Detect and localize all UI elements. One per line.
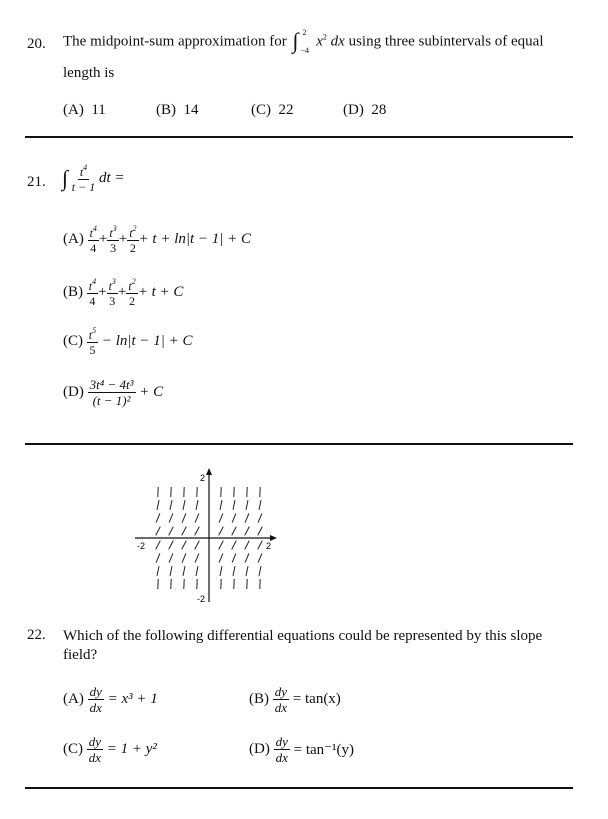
slope-segment [232, 541, 237, 550]
slope-segment [245, 553, 249, 562]
slope-segment [232, 527, 237, 536]
q21-choice-d[interactable]: (D) $\frac{\text{3t⁴ − 4t³}}{\text{(t − 1)²}}$ + C [63, 377, 164, 408]
slope-segment [156, 527, 161, 536]
q20-text-after: using three subintervals of equal [348, 33, 544, 50]
slope-segment [220, 500, 222, 510]
slope-segment [195, 513, 199, 522]
slope-segment [259, 500, 261, 510]
slope-segment [169, 527, 174, 536]
q20-choice-a[interactable]: (A) 11 [63, 102, 106, 118]
q20-text-before: The midpoint-sum approximation for [63, 33, 287, 50]
q21-integral: ∫ $\frac{t^4}{t - 1}$ dt = [62, 163, 125, 194]
slope-segment [219, 541, 224, 550]
slope-segment [220, 566, 222, 576]
slope-segment [170, 566, 172, 576]
slope-segment [182, 553, 186, 562]
q22-text: Which of the following differential equations could be represented by this slope field? [63, 628, 543, 663]
slope-segment [182, 527, 187, 536]
slope-segment [156, 541, 161, 550]
q21-choice-a[interactable]: (A) $\frac{t^4}{4}$ + $\frac{t^3}{3}$ + $\frac{t^2}{2}$ + t + ln|t − 1| + C [63, 224, 252, 255]
slope-segment [245, 527, 250, 536]
q22-choice-b[interactable]: (B) $\frac{dy}{dx}$ = tan(x) [249, 684, 341, 715]
slope-field-graph [125, 462, 285, 612]
slope-segment [170, 500, 172, 510]
divider-1 [25, 136, 573, 138]
slope-segment [232, 513, 236, 522]
divider-2 [25, 443, 573, 445]
slope-segment [195, 527, 200, 536]
slope-segment [196, 566, 198, 576]
q22-number: 22. [27, 627, 46, 643]
slope-segment [246, 566, 248, 576]
slope-segment [182, 541, 187, 550]
divider-3 [25, 787, 573, 789]
slope-segment [259, 566, 261, 576]
q22-choice-a[interactable]: (A) $\frac{dy}{dx}$ = x³ + 1 [63, 684, 158, 715]
slope-segment [182, 513, 186, 522]
y-bottom-label: -2 [196, 594, 205, 604]
slope-segment [232, 553, 236, 562]
slope-segment [196, 500, 198, 510]
slope-segment [169, 553, 173, 562]
q21-choice-b[interactable]: (B) $\frac{t^4}{4}$ + $\frac{t^3}{3}$ + $\frac{t^2}{2}$ + t + C [63, 277, 184, 308]
q22-choice-c[interactable]: (C) $\frac{dy}{dx}$ = 1 + y² [63, 734, 157, 765]
slope-segment [195, 541, 200, 550]
slope-segment [156, 553, 160, 562]
slope-segment [245, 513, 249, 522]
slope-segment [157, 566, 159, 576]
slope-segment [157, 500, 159, 510]
slope-segment [219, 513, 223, 522]
slope-segment [169, 541, 174, 550]
slope-segment [156, 513, 160, 522]
slope-segment [258, 513, 262, 522]
slope-segment [219, 527, 224, 536]
q20-number: 20. [27, 36, 46, 52]
slope-segment [233, 500, 235, 510]
y-axis-arrow [206, 468, 212, 475]
slope-segment [169, 513, 173, 522]
slope-segment [195, 553, 199, 562]
slope-segment [258, 541, 263, 550]
q21-choice-c[interactable]: (C) $\frac{t^5}{5}$ − ln|t − 1| + C [63, 326, 193, 357]
x-axis-arrow [270, 535, 277, 541]
q20-choice-c[interactable]: (C) 22 [251, 102, 294, 118]
x-right-label: 2 [266, 541, 272, 551]
q20-choice-d[interactable]: (D) 28 [343, 102, 387, 118]
q22-choice-d[interactable]: (D) $\frac{dy}{dx}$ = tan⁻¹(y) [249, 734, 355, 765]
q20-choice-b[interactable]: (B) 14 [156, 102, 199, 118]
slope-segment [258, 527, 263, 536]
x-left-label: -2 [137, 541, 146, 551]
slope-segment [233, 566, 235, 576]
slope-segment [183, 566, 185, 576]
q21-number: 21. [27, 174, 46, 190]
slope-segment [258, 553, 262, 562]
slope-segment [219, 553, 223, 562]
slope-segment [246, 500, 248, 510]
q20-text: The midpoint-sum approximation for ∫ 2 −4 $x^2$ dx using three subintervals of equal [63, 28, 544, 55]
y-top-label: 2 [199, 473, 205, 483]
slope-segment [183, 500, 185, 510]
q20-integral: ∫ 2 −4 [292, 28, 309, 55]
slope-segment [245, 541, 250, 550]
q20-text-line2: length is [63, 65, 115, 81]
